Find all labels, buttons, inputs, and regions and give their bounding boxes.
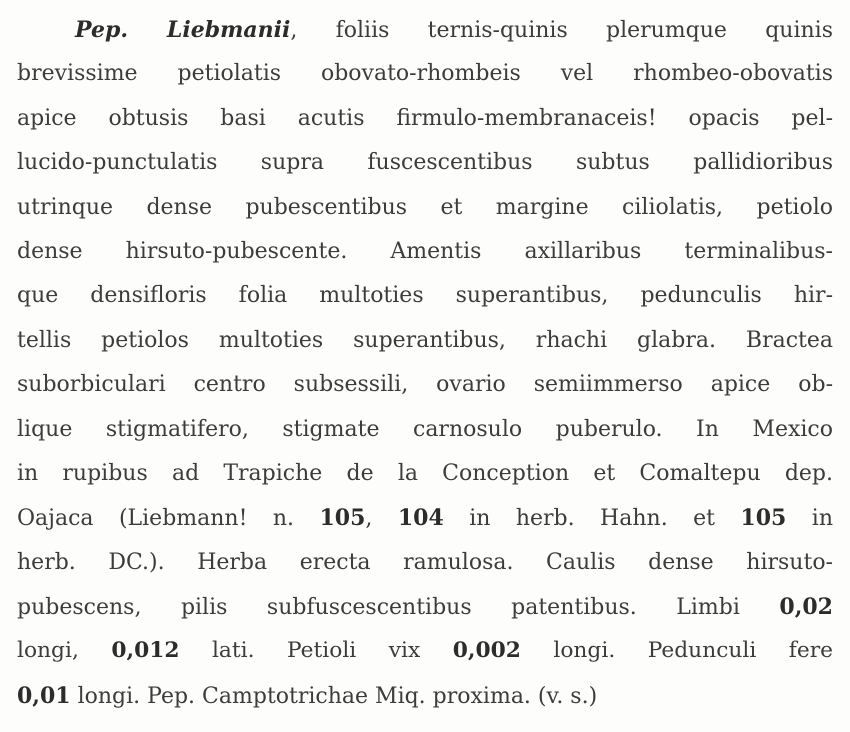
text-line-16 [17,674,833,718]
species-description-paragraph [17,8,833,718]
text-line-2: brevissime petiolatis obovato-rhombeis vel rhombeo-obovatis [17,61,833,87]
limb-width-value: 0,012 [111,638,180,664]
text-line-5: utrinque dense pubescentibus et margine ciliolatis, petiolo [17,194,833,220]
text-line-7: que densifloris folia multoties superantibus, pedunculis hir- [17,283,833,309]
text-line-1-rest: , foliis ternis-quinis plerumque quinis [290,18,833,43]
text-line-15 [17,629,833,673]
text-line-12 [17,496,833,540]
text-line-13: herb. DC.). Herba erecta ramulosa. Caulis dense hirsuto- [17,549,833,575]
text-line-12-part-c: in herb. Hahn. et [443,506,741,532]
text-line-10: lique stigmatifero, stigmate carnosulo puberulo. In Mexico [17,416,833,442]
text-line-11: in rupibus ad Trapiche de la Conception et Comaltepu dep. [17,460,833,486]
specimen-number-2: 104 [397,505,444,532]
text-line-8: tellis petiolos multoties superantibus, rhachi glabra. Bractea [17,327,833,353]
text-line-15-part-b: lati. Petioli vix [179,638,453,664]
species-name: Pep. Liebmanii [75,17,291,43]
text-line-1 [17,8,833,52]
text-line-3: apice obtusis basi acutis firmulo-membranaceis! opacis pel- [17,105,833,131]
text-line-12-part-d: in [786,506,833,532]
text-line-9: suborbiculari centro subsessili, ovario semiimmerso apice ob- [17,372,833,398]
text-line-14 [17,585,833,629]
text-line-15-part-a: longi, [17,638,112,664]
text-line-12-part-b: , [365,506,398,532]
peduncle-length-value: 0,01 [17,682,71,709]
text-line-15-part-c: longi. Pedunculi fere [520,638,833,664]
text-line-6: dense hirsuto-pubescente. Amentis axillaribus terminalibus- [17,238,833,264]
text-line-12-part-a: Oajaca (Liebmann! n. [17,506,320,532]
specimen-number-3: 105 [740,505,787,532]
text-line-4: lucido-punctulatis supra fuscescentibus subtus pallidioribus [17,150,833,176]
specimen-number-1: 105 [319,505,366,532]
limb-length-value: 0,02 [779,594,833,621]
text-line-16-part-a: longi. Pep. Camptotrichae Miq. proxima. (v. s.) [70,683,598,709]
text-line-14-part-a: pubescens, pilis subfuscescentibus patentibus. Limbi [17,595,780,621]
petiole-length-value: 0,002 [452,638,521,664]
